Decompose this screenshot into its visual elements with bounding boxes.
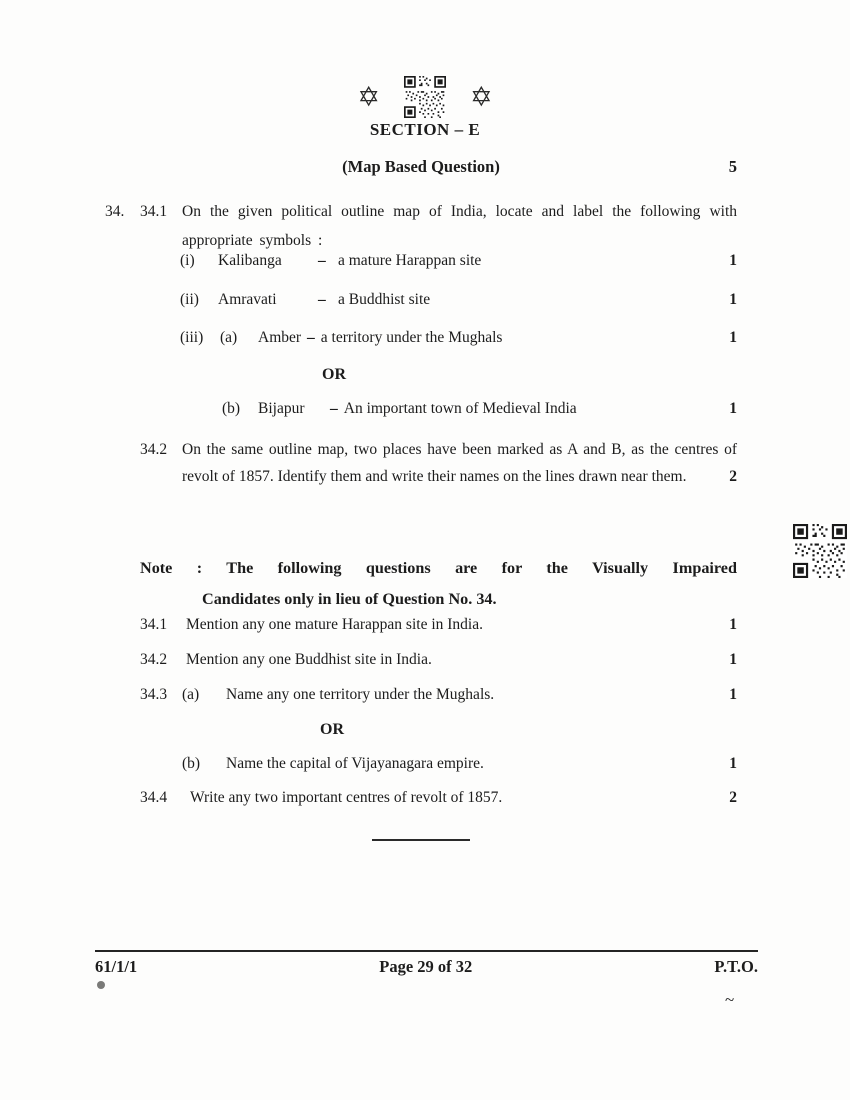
footer-divider (95, 950, 758, 952)
item-label: (i) (180, 252, 195, 269)
page-indicator: Page 29 of 32 (379, 957, 473, 976)
place-name: Bijapur (258, 400, 305, 417)
section-title: SECTION – E (369, 120, 481, 139)
vi-question-3b (182, 755, 737, 773)
place-name: Amber (258, 329, 302, 346)
place-description: a territory under the Mughals (320, 329, 503, 346)
map-item-iii-b (222, 400, 737, 418)
sub-question-number: 34.1 (140, 203, 168, 220)
vi-note-line2: Candidates only in lieu of Question No. 34. (202, 590, 497, 608)
tilde-mark: ~ (725, 990, 735, 1009)
note-text: The following questions are for the Visually Impaired (226, 559, 737, 577)
question-text: On the given political outline map of India, locate and label the following with appropriate symbols : (182, 203, 737, 249)
marks-value: 2 (729, 467, 737, 485)
vi-note (140, 553, 737, 615)
note-label: Note : (140, 559, 203, 577)
star-of-david-icon: ✡ (357, 81, 380, 112)
vi-question-3a (140, 686, 737, 704)
marks-value: 1 (729, 651, 737, 668)
place-description: a mature Harappan site (338, 252, 482, 269)
item-label: (iii) (180, 329, 204, 346)
map-item-iii-a (180, 329, 737, 347)
sub-question-number: 34.2 (140, 441, 168, 458)
marks-value: 1 (729, 252, 737, 269)
marks-value: 1 (729, 400, 737, 417)
question-text: Name the capital of Vijayanagara empire. (226, 755, 484, 772)
header-decoration-row (0, 76, 850, 118)
or-separator: OR (322, 366, 346, 383)
or-separator: OR (320, 721, 344, 738)
vi-note-line1 (140, 553, 737, 584)
map-item-ii (180, 291, 737, 309)
dash: – (307, 329, 315, 346)
place-name: Kalibanga (218, 252, 282, 269)
vi-question-1 (140, 616, 737, 634)
dash: – (318, 291, 326, 308)
marks-value: 1 (729, 291, 737, 308)
map-item-i (180, 252, 737, 270)
marks-value: 2 (729, 789, 737, 806)
question-text: Mention any one mature Harappan site in India. (186, 616, 483, 633)
item-sub-label: (a) (182, 686, 200, 703)
item-sub-label: (a) (220, 329, 238, 346)
item-sub-label: (b) (222, 400, 241, 417)
marks-value: 1 (729, 755, 737, 772)
qr-code-icon (404, 76, 446, 118)
marks-value: 1 (729, 616, 737, 633)
marks-value: 1 (729, 329, 737, 346)
question-text: Write any two important centres of revolt of 1857. (190, 789, 503, 806)
paper-code: 61/1/1 (95, 957, 138, 976)
question-text: On the same outline map, two places have been marked as A and B, as the centres of revolt of 1857. Identify them and write their names on the lines drawn near them. (182, 441, 737, 485)
section-subtitle-row (105, 157, 737, 177)
item-label: (ii) (180, 291, 199, 308)
marks-value: 5 (728, 157, 737, 176)
pto-label: P.T.O. (714, 957, 758, 976)
place-name: Amravati (218, 291, 277, 308)
footer (95, 957, 758, 977)
question-number: 34.1 (140, 616, 168, 633)
place-description: An important town of Medieval India (343, 400, 577, 417)
question-number: 34. (105, 203, 125, 220)
qr-code-icon (793, 524, 847, 578)
dash: – (330, 400, 338, 417)
question-number: 34.2 (140, 651, 168, 668)
section-subtitle: (Map Based Question) (342, 157, 500, 176)
end-of-paper-rule (372, 839, 470, 841)
question-34-intro (105, 197, 737, 255)
item-sub-label: (b) (182, 755, 201, 772)
marks-value: 1 (729, 686, 737, 703)
vi-question-2 (140, 651, 737, 669)
place-description: a Buddhist site (338, 291, 431, 308)
question-text: Name any one territory under the Mughals. (226, 686, 495, 703)
staple-dot-icon (97, 981, 105, 989)
star-of-david-icon: ✡ (470, 81, 493, 112)
question-number: 34.4 (140, 789, 168, 806)
question-number: 34.3 (140, 686, 168, 703)
question-34-2 (140, 437, 737, 490)
dash: – (318, 252, 326, 269)
vi-question-4 (140, 789, 737, 807)
question-text: Mention any one Buddhist site in India. (186, 651, 432, 668)
